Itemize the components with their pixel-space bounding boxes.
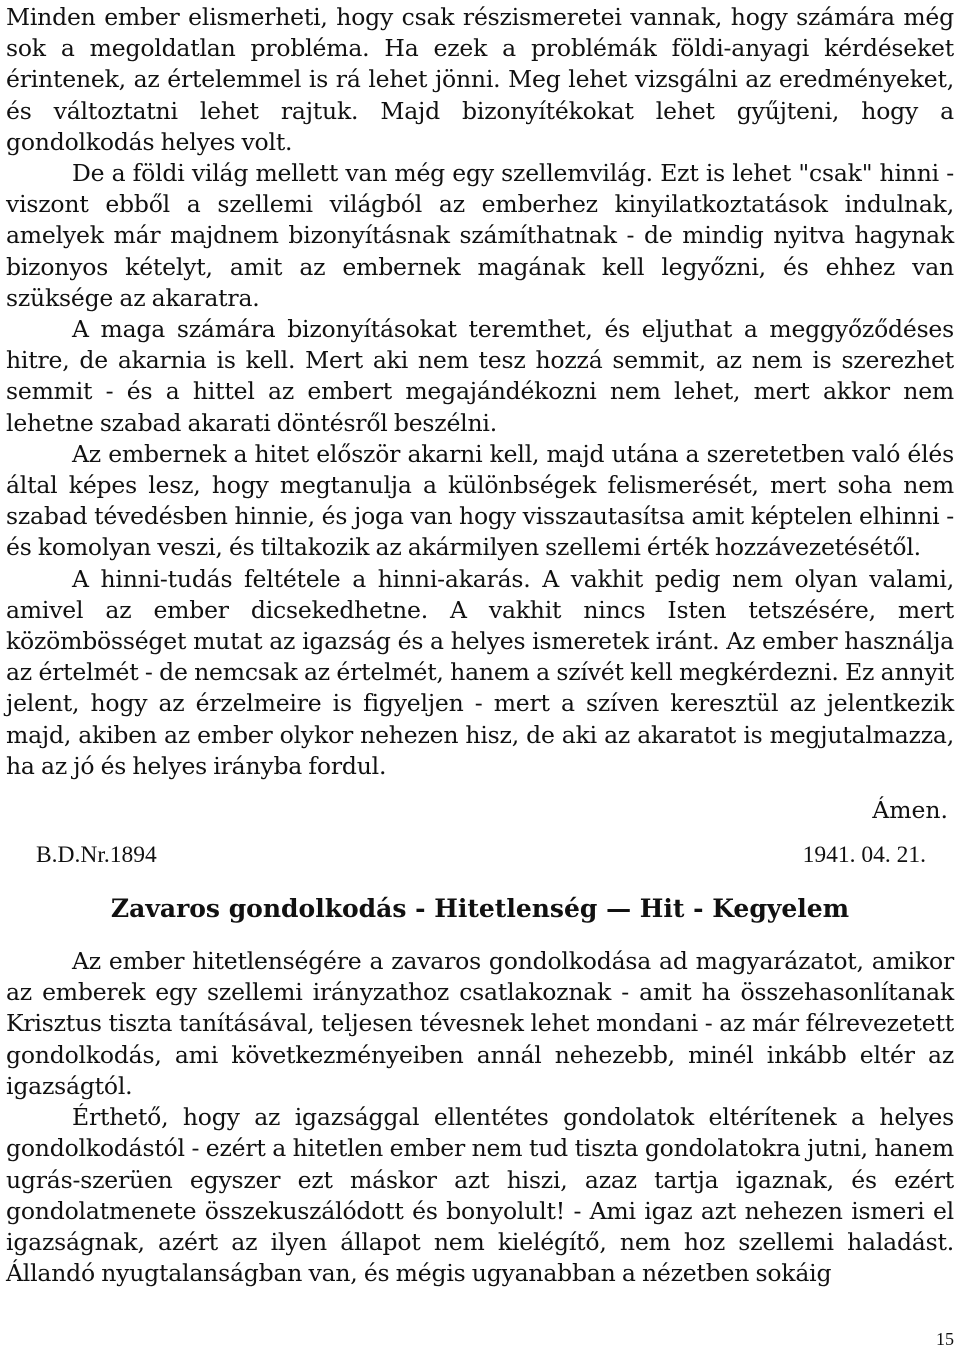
paragraph-2: De a földi világ mellett van még egy szellemvilág. Ezt is lehet "csak" hinni - viszont ebből a szellemi világból az emberhez kinyilatkoztatások indulnak, amelyek már majdnem bizonyításnak számíthatnak - de mindig nyitva hagynak bizonyos kételyt, amit az embernek magának kell legyőzni, és ehhez van szüksége az akaratra.	[6, 159, 954, 312]
paragraph-5: A hinni-tudás feltétele a hinni-akarás. A vakhit pedig nem olyan valami, amivel az ember dicsekedhetne. A vakhit nincs Isten tetszésére, mert közömbösséget mutat az igazság és a helyes ismeretek iránt. Az ember használja az értelmét - de nemcsak az értelmét, hanem a szívét kell megkérdezni. Ez annyit jelent, hogy az érzelmeire is figyeljen - mert a szíven keresztül az jelentkezik majd, akiben az ember olykor nehezen hisz, de aki az akaratot is megjutalmazza, ha az jó és helyes irányba fordul.	[6, 564, 954, 780]
reference-number: B.D.Nr.1894	[36, 842, 157, 869]
paragraph-6: Az ember hitetlenségére a zavaros gondolkodása ad magyarázatot, amikor az emberek egy szellemi irányzathoz csatlakoznak - amit ha összehasonlítanak Krisztus tiszta tanításával, teljesen tévesnek lehet mondani - az már félrevezetett gondolkodás, ami következményeiben annál nehezebb, minél inkább eltér az igazságtól.	[6, 947, 954, 1100]
amen-closing: Ámen.	[872, 796, 948, 825]
section-title: Zavaros gondolkodás - Hitetlenség — Hit - Kegyelem	[110, 894, 850, 924]
paragraph-3: A maga számára bizonyításokat teremthet, és eljuthat a meggyőződéses hitre, de akarnia is kell. Mert aki nem tesz hozzá semmit, az nem is szerezhet semmit - és a hittel az embert megajándékozni nem lehet, mert akkor nem lehetne szabad akarati döntésről beszélni.	[6, 315, 954, 437]
page-number: 15	[936, 1329, 954, 1349]
reference-line	[36, 840, 926, 871]
paragraph-1: Minden ember elismerheti, hogy csak részismeretei vannak, hogy számára még sok a megoldatlan probléma. Ha ezek a problémák földi-anyagi kérdéseket érintenek, az értelemmel is rá lehet jönni. Meg lehet vizsgálni az eredményeket, és változtatni lehet rajtuk. Majd bizonyítékokat lehet gyűjteni, hogy a gondolkodás helyes volt.	[6, 3, 954, 156]
paragraph-4: Az embernek a hitet először akarni kell, majd utána a szeretetben való élés által képes lesz, hogy megtanulja a különbségek felismerését, mert soha nem szabad tévedésben hinnie, és joga van hogy visszautasítsa amit képtelen elhinni - és komolyan veszi, és tiltakozik az akármilyen szellemi érték hozzávezetésétől.	[6, 439, 954, 562]
paragraph-7: Érthető, hogy az igazsággal ellentétes gondolatok eltérítenek a helyes gondolkodástól - ezért a hitetlen ember nem tud tiszta gondolatokra jutni, hanem ugrás-szerüen egyszer ezt máskor azt hiszi, azaz tartja igaznak, és ezért gondolatmenete összekuszálódott és bonyolult! - Ami igaz azt nehezen ismeri el igazságnak, azért az ilyen állapot nem kielégítő, nem hoz szellemi haladást. Állandó nyugtalanságban van, és mégis ugyanabban a nézetben sokáig	[6, 1103, 954, 1288]
date: 1941. 04. 21.	[802, 842, 926, 869]
